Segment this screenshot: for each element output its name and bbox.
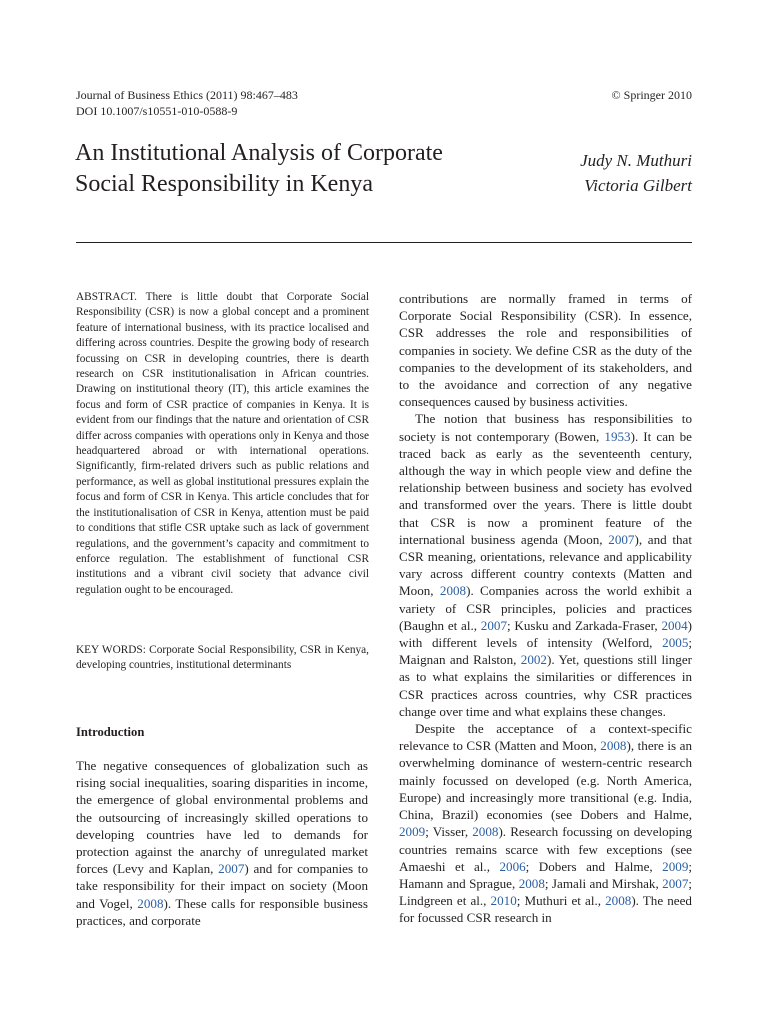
citation-link[interactable]: 2007 xyxy=(480,617,507,633)
citation-link[interactable]: 2009 xyxy=(662,858,689,874)
citation-link[interactable]: 2008 xyxy=(137,895,164,911)
introduction-body xyxy=(76,757,368,929)
article-title xyxy=(75,138,515,200)
abstract-text: ABSTRACT. There is little doubt that Corporate Social Responsibility (CSR) is now a global concept and a prominent feature of international business, with its practice localised and differing across countries. Despite the growing body of research focussing on CSR in developing countries, there is dearth research on CSR institutionalisation in African countries. Drawing on institutional theory (IT), this article examines the focus and form of CSR practice of companies in Kenya. It is evident from our findings that the nature and orientation of CSR differ across companies with operations only in Kenya and those headquartered abroad or with international operations. Significantly, firm-related drivers such as public relations and performance, as well as global institutional pressures explain the focus and form of CSR in Kenya. This article concludes that for the institutionalisation of CSR in Kenya, attention must be paid to conditions that stifle CSR uptake such as lack of government regulations, and the government’s capacity and commitment to enforce regulation. The establishment of functional CSR institutions and a vibrant civil society that advance civil regulation ought to be encouraged. xyxy=(76,291,369,596)
title-divider xyxy=(76,242,692,243)
journal-citation: Journal of Business Ethics (2011) 98:467–483 xyxy=(76,88,298,102)
citation-link[interactable]: 2007 xyxy=(218,861,245,877)
author-1: Judy N. Muthuri xyxy=(580,151,692,170)
citation-link[interactable]: 2005 xyxy=(662,635,689,651)
citation-link[interactable]: 2008 xyxy=(439,583,467,599)
citation-link[interactable]: 2010 xyxy=(490,893,517,909)
title-line-2: Social Responsibility in Kenya xyxy=(75,171,373,197)
journal-header xyxy=(76,87,298,119)
authors xyxy=(580,148,692,198)
citation-link[interactable]: 2004 xyxy=(661,617,688,633)
citation-link[interactable]: 2007 xyxy=(608,531,635,547)
keywords xyxy=(76,643,369,674)
citation-link[interactable]: 2002 xyxy=(520,652,547,668)
citation-link[interactable]: 2008 xyxy=(600,738,627,754)
citation-link[interactable]: 2006 xyxy=(499,858,526,874)
author-2: Victoria Gilbert xyxy=(584,176,692,195)
abstract xyxy=(76,290,369,598)
citation-link[interactable]: 2008 xyxy=(605,893,632,909)
right-paragraph-2: The notion that business has responsibilities to society is not contemporary (Bowen, 1953). It can be traced back as early as the seventeenth century, although the way in which people view and define the relationship between business and society has evolved and transformed over the years. There is little doubt that CSR is now a prominent feature of the international business agenda (Moon, 2007), and that CSR meaning, orientations, relevance and applicability vary across different country contexts (Matten and Moon, 2008). Companies across the world exhibit a variety of CSR principles, policies and practices (Baughn et al., 2007; Kusku and Zarkada-Fraser, 2004) with different levels of intensity (Welford, 2005; Maignan and Ralston, 2002). Yet, questions still linger as to what explains the similarities or differences in CSR practices across countries, why CSR practices change over time and what explains these changes. xyxy=(399,411,692,719)
right-paragraph-3: Despite the acceptance of a context-specific relevance to CSR (Matten and Moon, 2008), there is an overwhelming dominance of western-centric research mainly focussed on developed (e.g. North America, Europe) and increasingly more transitional (e.g. India, China, Brazil) economies (see Dobers and Halme, 2009; Visser, 2008). Research focussing on developing countries remains scarce with few exceptions (see Amaeshi et al., 2006; Dobers and Halme, 2009; Hamann and Sprague, 2008; Jamali and Mirshak, 2007; Lindgreen et al., 2010; Muthuri et al., 2008). The need for focussed CSR research in xyxy=(399,721,693,926)
right-column-body xyxy=(399,290,692,927)
intro-paragraph: The negative consequences of globalization such as rising social inequalities, soaring disparities in income, the emergence of global environmental problems and the outsourcing of increasingly skilled operations to developing countries have led to demands for protection against the anarchy of unregulated market forces (Levy and Kaplan, 2007) and for companies to take responsibility for their impact on society (Moon and Vogel, 2008). These calls for responsible business practices, and corporate xyxy=(76,758,368,928)
citation-link[interactable]: 2008 xyxy=(518,875,545,891)
doi: DOI 10.1007/s10551-010-0588-9 xyxy=(76,104,238,118)
citation-link[interactable]: 2007 xyxy=(662,875,689,891)
title-line-1: An Institutional Analysis of Corporate xyxy=(75,140,443,166)
right-paragraph-1: contributions are normally framed in terms of Corporate Social Responsibility (CSR). In essence, CSR addresses the role and responsibilities of companies in society. We define CSR as the duty of the companies to the development of its stakeholders, and to the avoidance and correction of any negative consequences caused by business activities. xyxy=(399,291,692,410)
copyright: © Springer 2010 xyxy=(611,88,692,102)
citation-link[interactable]: 1953 xyxy=(604,428,631,444)
keywords-text: KEY WORDS: Corporate Social Responsibility, CSR in Kenya, developing countries, institutional determinants xyxy=(76,644,369,672)
section-heading-introduction: Introduction xyxy=(76,725,145,739)
citation-link[interactable]: 2009 xyxy=(399,824,426,840)
citation-link[interactable]: 2008 xyxy=(472,824,499,840)
